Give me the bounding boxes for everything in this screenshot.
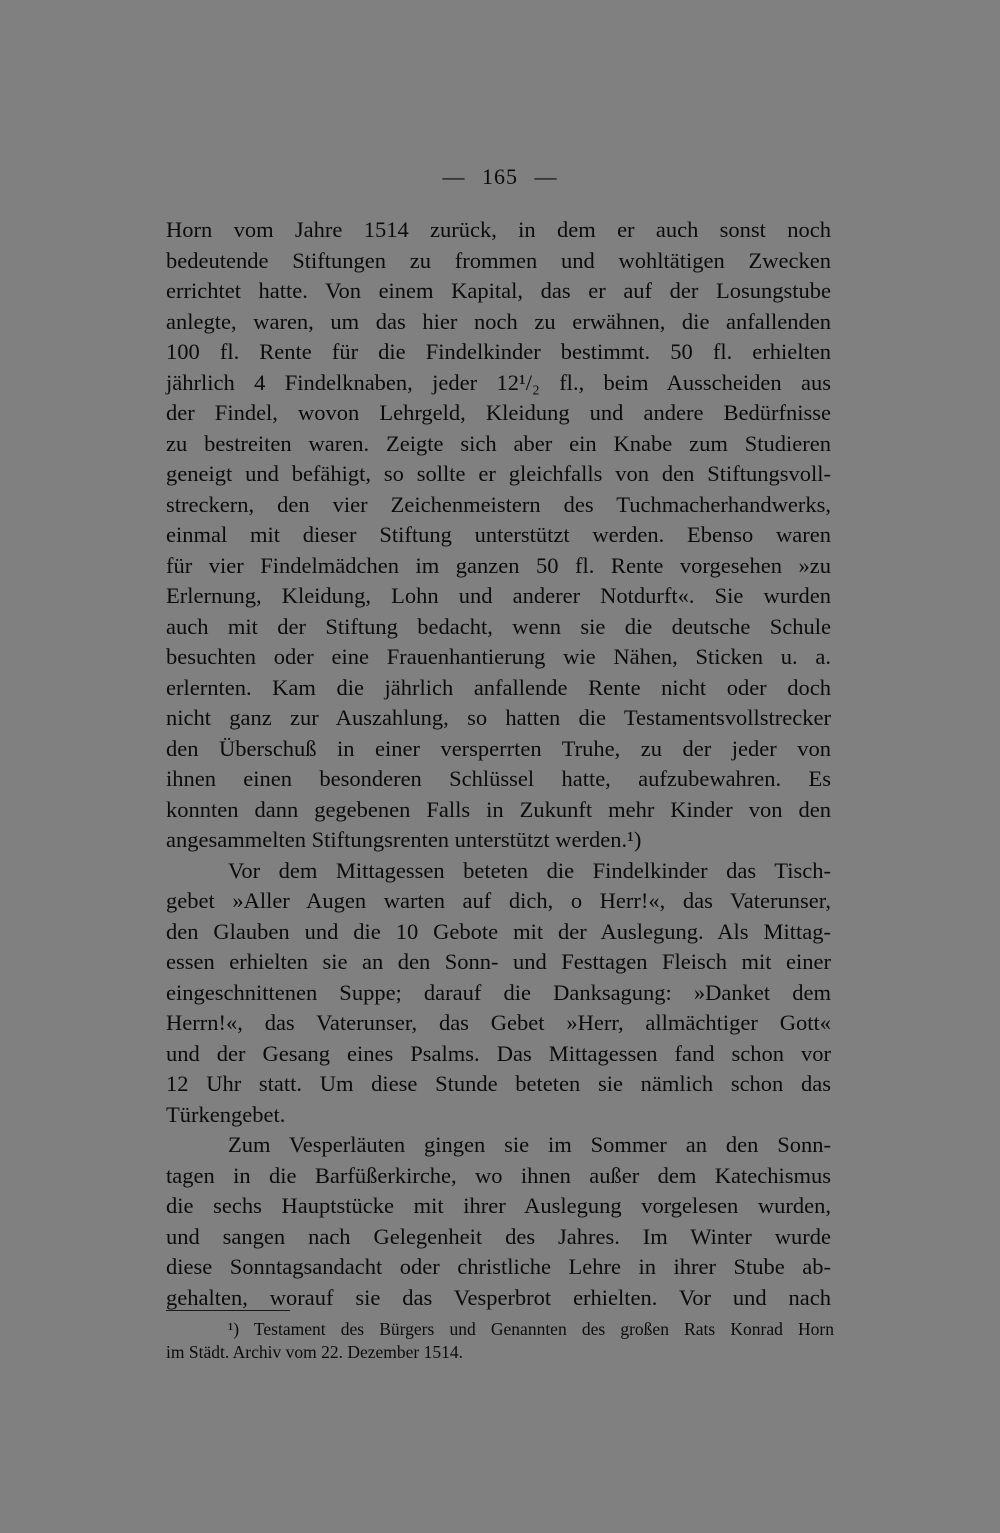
text-line: anlegte, waren, um das hier noch zu erwähnen, die anfallenden	[166, 308, 831, 334]
text-line: den Überschuß in einer versperrten Truhe, zu der jeder von	[166, 735, 831, 761]
text-line: bedeutende Stiftungen zu frommen und wohltätigen Zwecken	[166, 247, 831, 273]
text-line: nicht ganz zur Auszahlung, so hatten die Testamentsvollstrecker	[166, 705, 831, 730]
text-line: erlernten. Kam die jährlich anfallende Rente nicht oder doch	[166, 674, 831, 700]
text-line-paragraph-end: Türkengebet.	[166, 1101, 286, 1127]
text-line: streckern, den vier Zeichenmeistern des Tuchmacherhandwerks,	[166, 491, 831, 517]
footnote-line: im Städt. Archiv vom 22. Dezember 1514.	[166, 1342, 463, 1362]
text-line-paragraph-start: Vor dem Mittagessen beteten die Findelkinder das Tisch-	[228, 857, 831, 883]
page-number: — 165 —	[442, 164, 558, 189]
text-line: geneigt und befähigt, so sollte er gleichfalls von den Stiftungsvoll-	[166, 461, 831, 486]
text-line: und sangen nach Gelegenheit des Jahres. Im Winter wurde	[166, 1223, 831, 1249]
text-line: 100 fl. Rente für die Findelkinder bestimmt. 50 fl. erhielten	[166, 339, 831, 364]
text-line-paragraph-end: angesammelten Stiftungsrenten unterstützt werden.¹)	[166, 827, 642, 852]
text-line: Herrn!«, das Vaterunser, das Gebet »Herr, allmächtiger Gott«	[166, 1010, 831, 1035]
text-line: diese Sonntagsandacht oder christliche Lehre in ihrer Stube ab-	[166, 1254, 831, 1279]
text-line: gehalten, worauf sie das Vesperbrot erhielten. Vor und nach	[166, 1284, 831, 1310]
text-line: Horn vom Jahre 1514 zurück, in dem er auch sonst noch	[166, 217, 831, 242]
text-line: den Glauben und die 10 Gebote mit der Auslegung. Als Mittag-	[166, 918, 831, 944]
text-line: und der Gesang eines Psalms. Das Mittagessen fand schon vor	[166, 1040, 831, 1066]
text-line: einmal mit dieser Stiftung unterstützt werden. Ebenso waren	[166, 522, 831, 547]
text-line: zu bestreiten waren. Zeigte sich aber ein Knabe zum Studieren	[166, 430, 831, 456]
text-line: jährlich 4 Findelknaben, jeder 12¹/₂ fl., beim Ausscheiden aus	[166, 369, 831, 395]
text-line: für vier Findelmädchen im ganzen 50 fl. Rente vorgesehen »zu	[166, 552, 831, 578]
footnote-line: ¹) Testament des Bürgers und Genannten des großen Rats Konrad Horn	[228, 1319, 834, 1339]
text-line: essen erhielten sie an den Sonn- und Festtagen Fleisch mit einer	[166, 949, 831, 974]
footnotes	[166, 1318, 834, 1364]
text-line: die sechs Hauptstücke mit ihrer Auslegung vorgelesen wurden,	[166, 1193, 831, 1218]
text-line: besuchten oder eine Frauenhantierung wie Nähen, Sticken u. a.	[166, 644, 831, 669]
text-line: Erlernung, Kleidung, Lohn und anderer Notdurft«. Sie wurden	[166, 583, 831, 608]
text-line: 12 Uhr statt. Um diese Stunde beteten sie nämlich schon das	[166, 1071, 831, 1096]
text-line: auch mit der Stiftung bedacht, wenn sie die deutsche Schule	[166, 613, 831, 639]
text-line: tagen in die Barfüßerkirche, wo ihnen außer dem Katechismus	[166, 1162, 831, 1188]
text-line: ihnen einen besonderen Schlüssel hatte, aufzubewahren. Es	[166, 766, 831, 791]
text-line: der Findel, wovon Lehrgeld, Kleidung und andere Bedürfnisse	[166, 400, 831, 425]
text-line: gebet »Aller Augen warten auf dich, o Herr!«, das Vaterunser,	[166, 888, 831, 913]
text-line: errichtet hatte. Von einem Kapital, das er auf der Losungstube	[166, 278, 831, 303]
text-line: eingeschnittenen Suppe; darauf die Danksagung: »Danket dem	[166, 979, 831, 1005]
text-line-paragraph-start: Zum Vesperläuten gingen sie im Sommer an den Sonn-	[228, 1132, 831, 1157]
text-line: konnten dann gegebenen Falls in Zukunft mehr Kinder von den	[166, 796, 831, 822]
footnote-divider	[166, 1310, 290, 1311]
body-text	[166, 215, 831, 1313]
